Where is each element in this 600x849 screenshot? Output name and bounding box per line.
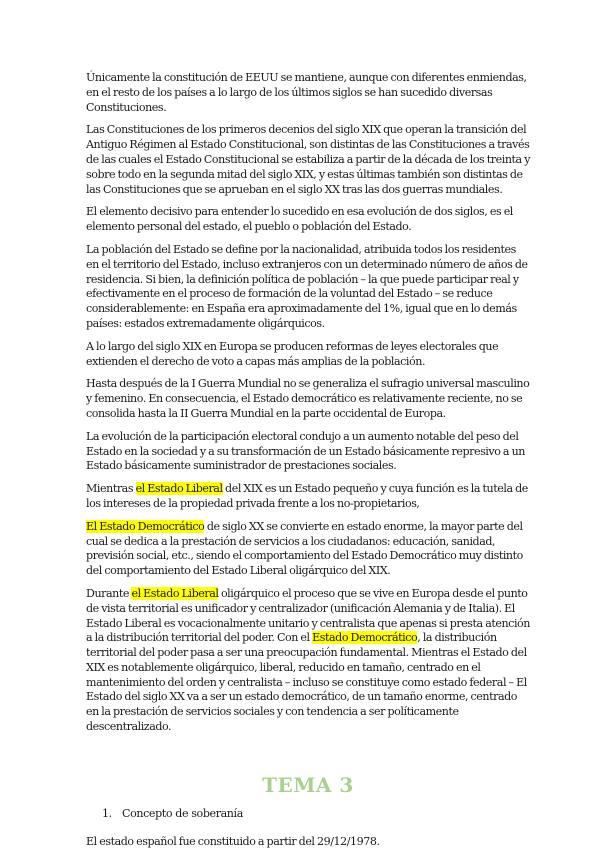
text-run: , la distribución territorial del poder pasa a ser una preocupación fundamental. Mientras el Estado del XIX es notablemente oligárquico, liberal, reducido en tamaño, centrado en el mantenimiento del orden y centralista – incluso se constituye como estado federal – El Estado del siglo XX va a ser un estado democrático, de un tamaño enorme, centrado en la prestación de servicios sociales y con tendencia a ser políticamente descentralizado. [86,631,527,734]
paragraph-5: A lo largo del siglo XIX en Europa se producen reformas de leyes electorales que extienden el derecho de voto a capas más amplias de la población. [86,339,499,368]
text-run: de siglo XX se convierte en estado enorme, la mayor parte del cual se dedica a la prestación de servicios a los ciudadanos: educación, sanidad, previsión social, etc., siendo el comportamiento del Estado Democrático muy distinto del comportamiento del Estado Liberal oligárquico del XIX. [86,519,523,578]
text-run: del XIX es un Estado pequeño y cuya función es la tutela de los intereses de la propiedad privada frente a los no-propietarios, [86,482,528,510]
text-run: Durante [86,586,132,600]
list-item [102,807,530,822]
highlight-estado-liberal: el Estado Liberal [131,586,219,600]
paragraph-4: La población del Estado se define por la nacionalidad, atribuida todos los residentes en el territorio del Estado, incluso extranjeros con un determinado número de años de residencia. Si bien, la definición política de población – la que puede participar real y efectivamente en el proceso de formación de la voluntad del Estado – se reduce considerablemente: en España era aproximadamente del 1%, igual que en lo demás países: estados extremadamente oligárquicos. [86,242,528,330]
text-run: oligárquico el proceso que se vive en Europa desde el punto de vista territorial es unificador y centralizador (unificación Alemania y de Italia). El Estado Liberal es vocacionalmente unitario y centralista que apenas si presta atención a la distribución territorial del poder. Con el [86,586,530,645]
highlight-estado-liberal: el Estado Liberal [135,482,223,496]
paragraph-3: El elemento decisivo para entender lo sucedido en esa evolución de dos siglos, es el elemento personal del estado, el pueblo o población del Estado. [86,205,513,234]
list-number: 1. [102,806,112,820]
paragraph-1: Únicamente la constitución de EEUU se mantiene, aunque con diferentes enmiendas, en el resto de los países a lo largo de los últimos siglos se han sucedido diversas Constituciones. [86,71,527,114]
final-paragraph: El estado español fue constituido a partir del 29/12/1978. [86,834,380,848]
highlight-estado-democratico: Estado Democrático [312,631,418,645]
paragraph-6: Hasta después de la I Guerra Mundial no se generaliza el sufragio universal masculino y femenino. En consecuencia, el Estado democrático es relativamente reciente, no se consolida hasta la II Guerra Mundial en la parte occidental de Europa. [86,377,530,420]
paragraph-10 [86,587,530,735]
paragraph-2: Las Constituciones de los primeros decenios del siglo XIX que operan la transición del Antiguo Régimen al Estado Constitucional, son distintas de las Constituciones a través de las cuales el Estado Constitucional se estabiliza a partir de la década de los treinta y sobre todo en la segunda mitad del siglo XIX, y estas últimas también son distintas de las Constituciones que se aprueban en el siglo XX tras las dos guerras mundiales. [86,123,531,196]
paragraph-8 [86,482,530,512]
paragraph-9 [86,520,530,579]
list-text: Concepto de soberanía [122,806,243,820]
text-run: Mientras [86,482,136,496]
section-heading: TEMA 3 [262,772,354,797]
paragraph-7: La evolución de la participación electoral condujo a un aumento notable del peso del Estado en la sociedad y a su transformación de un Estado básicamente represivo a un Estado básicamente suministrador de prestaciones sociales. [86,429,525,473]
highlight-estado-democratico: El Estado Democrático [86,519,205,533]
